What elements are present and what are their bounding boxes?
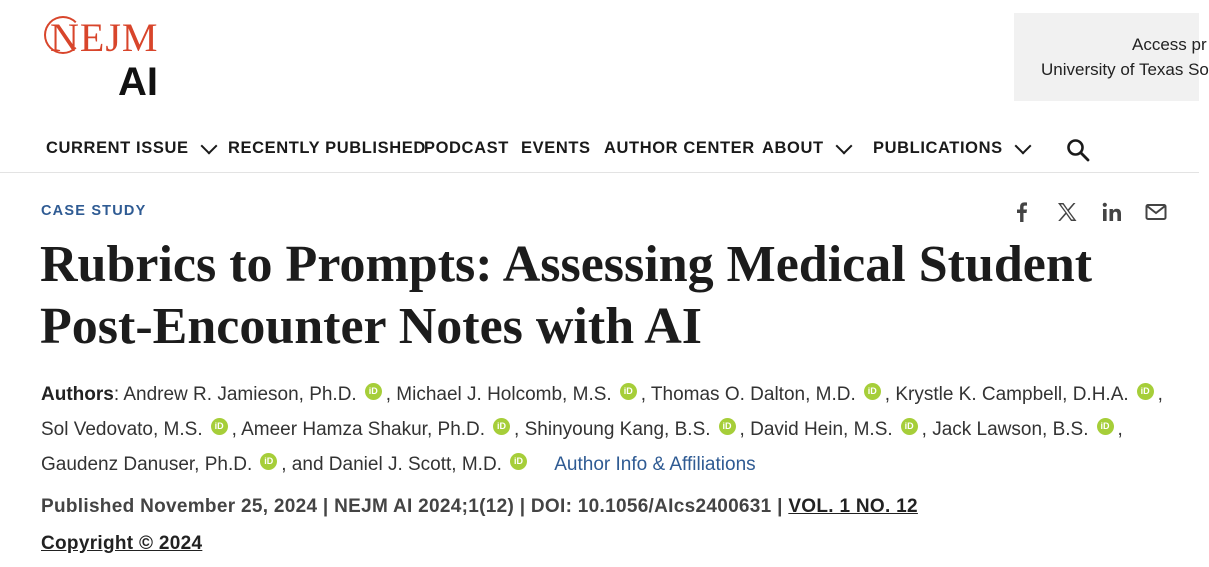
article-type-label[interactable]: CASE STUDY (41, 203, 147, 219)
nav-label: ABOUT (762, 139, 824, 157)
orcid-icon[interactable]: iD (365, 383, 382, 400)
x-icon[interactable] (1055, 200, 1079, 224)
access-banner (1014, 13, 1209, 101)
email-icon[interactable] (1144, 200, 1168, 224)
article-title: Rubrics to Prompts: Assessing Medical Student Post-Encounter Notes with AI (40, 236, 1093, 355)
chevron-down-icon (1014, 137, 1031, 154)
publication-info: Published November 25, 2024 | NEJM AI 2024;1(12) | DOI: 10.1056/AIcs2400631 | VOL. 1 NO. 12 (41, 496, 918, 517)
nejm-ai-logo[interactable] (50, 14, 180, 104)
nav-about[interactable] (762, 139, 850, 158)
doi: DOI: 10.1056/AIcs2400631 (530, 496, 772, 517)
orcid-icon[interactable]: iD (1137, 383, 1154, 400)
chevron-down-icon (200, 137, 217, 154)
nav-podcast[interactable] (424, 139, 509, 158)
nav-label: EVENTS (521, 139, 591, 157)
nav-label: PODCAST (424, 139, 509, 157)
orcid-icon[interactable]: iD (719, 418, 736, 435)
orcid-icon[interactable]: iD (211, 418, 228, 435)
nav-author-center[interactable] (604, 139, 755, 158)
nav-recently-published[interactable] (228, 139, 426, 158)
nav-label: AUTHOR CENTER (604, 139, 755, 157)
citation: NEJM AI 2024;1(12) (334, 496, 515, 517)
orcid-icon[interactable]: iD (864, 383, 881, 400)
author-name[interactable]: Thomas O. Dalton, M.D. (650, 384, 856, 405)
nav-current-issue[interactable] (46, 139, 215, 158)
orcid-icon[interactable]: iD (493, 418, 510, 435)
orcid-icon[interactable]: iD (901, 418, 918, 435)
orcid-icon[interactable]: iD (510, 453, 527, 470)
main-nav (0, 128, 1199, 173)
published-date: Published November 25, 2024 (41, 496, 318, 517)
facebook-icon[interactable] (1010, 200, 1034, 224)
access-line-1: Access pr (1132, 35, 1207, 54)
author-name[interactable]: Michael J. Holcomb, M.S. (396, 384, 612, 405)
search-icon[interactable] (1066, 138, 1090, 162)
author-name[interactable]: Andrew R. Jamieson, Ph.D. (123, 384, 357, 405)
author-name[interactable]: Ameer Hamza Shakur, Ph.D. (241, 419, 486, 440)
orcid-icon[interactable]: iD (620, 383, 637, 400)
nav-label: CURRENT ISSUE (46, 139, 189, 157)
volume-link[interactable]: VOL. 1 NO. 12 (788, 496, 918, 517)
chevron-down-icon (835, 137, 852, 154)
author-list: Authors: Andrew R. Jamieson, Ph.D. iD , Michael J. Holcomb, M.S. iD , Thomas O. Dalton, M.D. iD , Krystle K. Campbell, D.H.A. iD , Sol Vedovato, M.S. iD , Ameer Hamza Shakur, Ph.D. iD , Shinyoung Kang, B.S. iD , David Hein, M.S. iD , Jack Lawson, B.S. iD , Gaudenz Danuser, Ph.D. iD , and Daniel J. Scott, M.D. iD Author Info & Affiliations (41, 384, 1163, 475)
nav-label: RECENTLY PUBLISHED (228, 139, 426, 157)
nav-publications[interactable] (873, 139, 1029, 158)
author-name[interactable]: Gaudenz Danuser, Ph.D. (41, 454, 253, 475)
author-name[interactable]: David Hein, M.S. (750, 419, 893, 440)
copyright-link[interactable]: Copyright © 2024 (41, 533, 203, 554)
logo-top: NEJM (50, 15, 159, 60)
authors-label: Authors (41, 384, 114, 405)
author-name[interactable]: Sol Vedovato, M.S. (41, 419, 203, 440)
nav-label: PUBLICATIONS (873, 139, 1003, 157)
author-name[interactable]: Jack Lawson, B.S. (932, 419, 1089, 440)
access-line-2: University of Texas So (1041, 60, 1209, 79)
author-affiliations-link[interactable]: Author Info & Affiliations (554, 454, 756, 475)
author-name[interactable]: Krystle K. Campbell, D.H.A. (895, 384, 1129, 405)
author-name[interactable]: Shinyoung Kang, B.S. (524, 419, 711, 440)
author-name[interactable]: Daniel J. Scott, M.D. (328, 454, 502, 475)
nav-events[interactable] (521, 139, 591, 158)
logo-bottom: AI (118, 60, 158, 104)
orcid-icon[interactable]: iD (260, 453, 277, 470)
linkedin-icon[interactable] (1100, 200, 1124, 224)
orcid-icon[interactable]: iD (1097, 418, 1114, 435)
